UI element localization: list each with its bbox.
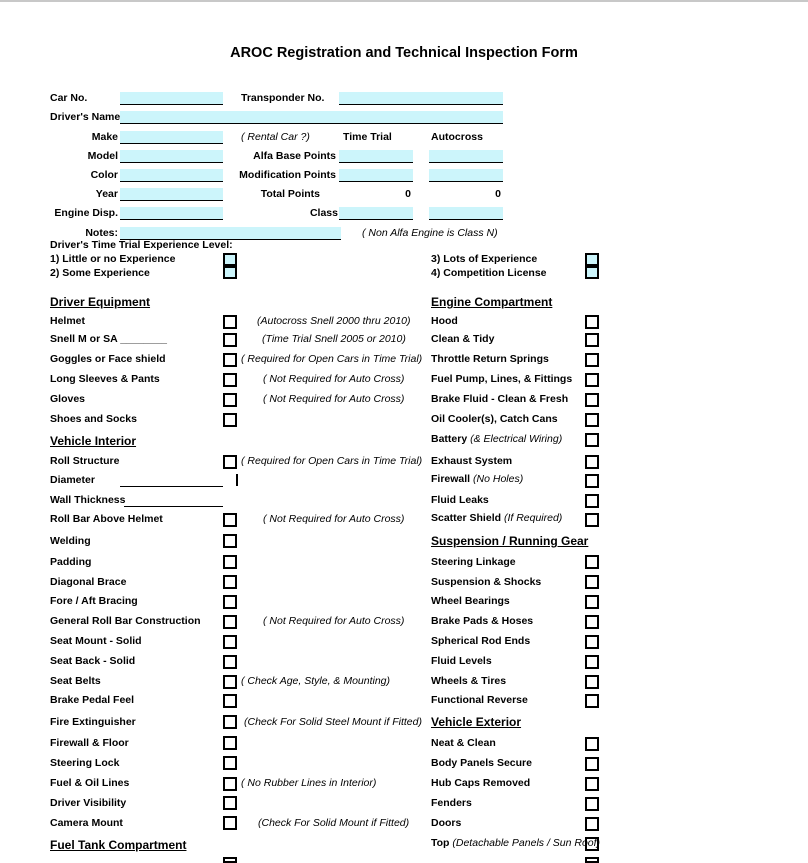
goggles-note: ( Required for Open Cars in Time Trial) <box>241 353 423 365</box>
pads-checkbox[interactable] <box>585 615 599 629</box>
neat-label: Neat & Clean <box>431 737 496 749</box>
welding-checkbox[interactable] <box>223 534 237 548</box>
roll-bar-above-checkbox[interactable] <box>223 513 237 527</box>
steering-linkage-checkbox[interactable] <box>585 555 599 569</box>
panels-label: Body Panels Secure <box>431 757 532 769</box>
reverse-label: Functional Reverse <box>431 694 528 706</box>
gloves-note: ( Not Required for Auto Cross) <box>263 393 405 405</box>
fire-ext-label: Fire Extinguisher <box>50 716 136 728</box>
oil-cooler-checkbox[interactable] <box>585 413 599 427</box>
experience-level-2-checkbox[interactable] <box>223 266 237 279</box>
total-time-trial-value: 0 <box>405 188 411 200</box>
reverse-checkbox[interactable] <box>585 694 599 708</box>
padding-checkbox[interactable] <box>223 555 237 569</box>
roll-structure-checkbox[interactable] <box>223 455 237 469</box>
roll-structure-note: ( Required for Open Cars in Time Trial) <box>241 455 423 467</box>
page-top-border <box>0 0 808 2</box>
year-label: Year <box>95 188 118 200</box>
fuel-tank-header: Fuel Tank Compartment <box>50 838 187 852</box>
visibility-label: Driver Visibility <box>50 797 127 809</box>
clean-checkbox[interactable] <box>585 333 599 347</box>
sleeves-checkbox[interactable] <box>223 373 237 387</box>
wall-thickness-field[interactable] <box>124 494 223 507</box>
snell-note: (Time Trial Snell 2005 or 2010) <box>262 333 406 345</box>
top-note: (Detachable Panels / Sun Roof) <box>452 837 601 849</box>
camera-note: (Check For Solid Mount if Fitted) <box>258 817 410 829</box>
firewall-text: Firewall <box>431 473 471 485</box>
general-roll-checkbox[interactable] <box>223 615 237 629</box>
class-label: Class <box>309 207 338 219</box>
fore-aft-label: Fore / Aft Bracing <box>50 595 138 607</box>
firewall-floor-label: Firewall & Floor <box>50 737 129 749</box>
general-roll-label: General Roll Bar Construction <box>50 615 201 627</box>
model-field[interactable] <box>120 150 223 163</box>
throttle-checkbox[interactable] <box>585 353 599 367</box>
exterior-next-checkbox[interactable] <box>585 857 599 863</box>
exterior-header: Vehicle Exterior <box>431 715 522 729</box>
bearings-label: Wheel Bearings <box>431 595 510 607</box>
hub-caps-checkbox[interactable] <box>585 777 599 791</box>
goggles-checkbox[interactable] <box>223 353 237 367</box>
firewall-label <box>431 473 523 486</box>
welding-label: Welding <box>50 535 91 547</box>
fluid-leaks-checkbox[interactable] <box>585 494 599 508</box>
brake-fluid-checkbox[interactable] <box>585 393 599 407</box>
brake-fluid-label: Brake Fluid - Clean & Fresh <box>431 393 569 405</box>
hood-checkbox[interactable] <box>585 315 599 329</box>
total-autocross-value: 0 <box>495 188 501 200</box>
experience-level-1: 1) Little or no Experience <box>50 253 176 265</box>
experience-level-4-checkbox[interactable] <box>585 266 599 279</box>
battery-note: (& Electrical Wiring) <box>470 433 563 445</box>
diagonal-checkbox[interactable] <box>223 575 237 589</box>
experience-level-4: 4) Competition License <box>431 267 547 279</box>
experience-label: Driver's Time Trial Experience Level: <box>50 239 233 251</box>
transponder-field[interactable] <box>339 92 503 105</box>
model-label: Model <box>87 150 118 162</box>
year-field[interactable] <box>120 188 223 201</box>
rod-ends-checkbox[interactable] <box>585 635 599 649</box>
shoes-checkbox[interactable] <box>223 413 237 427</box>
alfa-base-autocross-field[interactable] <box>429 150 503 163</box>
top-label <box>431 837 600 850</box>
scatter-text: Scatter Shield <box>431 512 502 524</box>
hub-caps-label: Hub Caps Removed <box>431 777 531 789</box>
form-title: AROC Registration and Technical Inspection Form <box>230 45 578 61</box>
engine-disp-field[interactable] <box>120 207 223 220</box>
wall-thickness-label: Wall Thickness <box>50 494 126 506</box>
time-trial-heading: Time Trial <box>343 131 392 143</box>
battery-label <box>431 433 562 446</box>
exhaust-checkbox[interactable] <box>585 455 599 469</box>
exhaust-label: Exhaust System <box>431 455 513 467</box>
firewall-checkbox[interactable] <box>585 474 599 488</box>
visibility-checkbox[interactable] <box>223 796 237 810</box>
fire-ext-note: (Check For Solid Steel Mount if Fitted) <box>244 716 422 728</box>
doors-checkbox[interactable] <box>585 817 599 831</box>
bearings-checkbox[interactable] <box>585 595 599 609</box>
camera-label: Camera Mount <box>50 817 123 829</box>
scatter-checkbox[interactable] <box>585 513 599 527</box>
car-no-label: Car No. <box>50 92 88 104</box>
experience-level-3-checkbox[interactable] <box>585 253 599 266</box>
throttle-label: Throttle Return Springs <box>431 353 549 365</box>
panels-checkbox[interactable] <box>585 757 599 771</box>
scatter-note: (If Required) <box>503 512 563 524</box>
driver-equipment-header: Driver Equipment <box>50 295 151 309</box>
fenders-checkbox[interactable] <box>585 797 599 811</box>
alfa-base-points-label: Alfa Base Points <box>253 150 336 162</box>
brake-pedal-checkbox[interactable] <box>223 694 237 708</box>
seat-belts-note: ( Check Age, Style, & Mounting) <box>241 675 391 687</box>
roll-bar-above-note: ( Not Required for Auto Cross) <box>263 513 405 525</box>
suspension-header: Suspension / Running Gear <box>431 534 589 548</box>
fuel-tank-checkbox[interactable] <box>223 857 237 863</box>
seat-mount-checkbox[interactable] <box>223 635 237 649</box>
drivers-name-field[interactable] <box>120 111 503 124</box>
seat-belts-checkbox[interactable] <box>223 675 237 689</box>
top-text: Top <box>431 837 450 849</box>
steering-lock-label: Steering Lock <box>50 757 120 769</box>
fuel-oil-checkbox[interactable] <box>223 777 237 791</box>
notes-label: Notes: <box>85 227 118 239</box>
firewall-note: (No Holes) <box>473 473 524 485</box>
brake-pedal-label: Brake Pedal Feel <box>50 694 135 706</box>
seat-belts-label: Seat Belts <box>50 675 101 687</box>
oil-cooler-label: Oil Cooler(s), Catch Cans <box>431 413 558 425</box>
pads-label: Brake Pads & Hoses <box>431 615 534 627</box>
camera-checkbox[interactable] <box>223 816 237 830</box>
fuel-oil-note: ( No Rubber Lines in Interior) <box>241 777 377 789</box>
modification-points-label: Modification Points <box>239 169 336 181</box>
steering-lock-checkbox[interactable] <box>223 756 237 770</box>
gloves-checkbox[interactable] <box>223 393 237 407</box>
fore-aft-checkbox[interactable] <box>223 595 237 609</box>
snell-checkbox[interactable] <box>223 333 237 347</box>
mod-time-trial-field[interactable] <box>339 169 413 182</box>
seat-back-checkbox[interactable] <box>223 655 237 669</box>
battery-text: Battery <box>431 433 468 445</box>
diameter-marker <box>236 474 238 486</box>
non-alfa-note: ( Non Alfa Engine is Class N) <box>362 227 498 239</box>
helmet-note: (Autocross Snell 2000 thru 2010) <box>257 315 411 327</box>
shocks-label: Suspension & Shocks <box>431 576 542 588</box>
helmet-label: Helmet <box>50 315 86 327</box>
steering-linkage-label: Steering Linkage <box>431 556 516 568</box>
shoes-label: Shoes and Socks <box>50 413 137 425</box>
clean-label: Clean & Tidy <box>431 333 495 345</box>
total-points-label: Total Points <box>260 188 320 200</box>
helmet-checkbox[interactable] <box>223 315 237 329</box>
seat-mount-label: Seat Mount - Solid <box>50 635 142 647</box>
roll-bar-above-label: Roll Bar Above Helmet <box>50 513 163 525</box>
wheels-label: Wheels & Tires <box>431 675 507 687</box>
diagonal-label: Diagonal Brace <box>50 576 127 588</box>
fenders-label: Fenders <box>431 797 472 809</box>
make-label: Make <box>91 131 118 143</box>
diameter-label: Diameter <box>50 474 95 486</box>
fire-ext-checkbox[interactable] <box>223 715 237 729</box>
engine-header: Engine Compartment <box>431 295 553 309</box>
fluid-leaks-label: Fluid Leaks <box>431 494 489 506</box>
neat-checkbox[interactable] <box>585 737 599 751</box>
car-no-field[interactable] <box>120 92 223 105</box>
make-field[interactable] <box>120 131 223 144</box>
color-label: Color <box>90 169 118 181</box>
fuel-pump-label: Fuel Pump, Lines, & Fittings <box>431 373 573 385</box>
hood-label: Hood <box>431 315 458 327</box>
rod-ends-label: Spherical Rod Ends <box>431 635 531 647</box>
doors-label: Doors <box>431 817 462 829</box>
fuel-oil-label: Fuel & Oil Lines <box>50 777 130 789</box>
engine-disp-label: Engine Disp. <box>54 207 118 219</box>
gloves-label: Gloves <box>50 393 86 405</box>
alfa-base-time-trial-field[interactable] <box>339 150 413 163</box>
diameter-field[interactable] <box>120 474 223 487</box>
shocks-checkbox[interactable] <box>585 575 599 589</box>
roll-structure-label: Roll Structure <box>50 455 120 467</box>
general-roll-note: ( Not Required for Auto Cross) <box>263 615 405 627</box>
sleeves-note: ( Not Required for Auto Cross) <box>263 373 405 385</box>
color-field[interactable] <box>120 169 223 182</box>
transponder-label: Transponder No. <box>241 92 325 104</box>
fluid-levels-label: Fluid Levels <box>431 655 492 667</box>
autocross-heading: Autocross <box>431 131 483 143</box>
firewall-floor-checkbox[interactable] <box>223 736 237 750</box>
mod-autocross-field[interactable] <box>429 169 503 182</box>
experience-level-2: 2) Some Experience <box>50 267 150 279</box>
vehicle-interior-header: Vehicle Interior <box>50 434 137 448</box>
drivers-name-label: Driver's Name <box>50 111 121 123</box>
rental-car-note: ( Rental Car ?) <box>241 131 310 143</box>
padding-label: Padding <box>50 556 92 568</box>
scatter-label <box>431 512 562 525</box>
goggles-label: Goggles or Face shield <box>50 353 166 365</box>
sleeves-label: Long Sleeves & Pants <box>50 373 160 385</box>
fuel-pump-checkbox[interactable] <box>585 373 599 387</box>
wheels-checkbox[interactable] <box>585 675 599 689</box>
experience-level-3: 3) Lots of Experience <box>431 253 538 265</box>
class-autocross-field[interactable] <box>429 207 503 220</box>
battery-checkbox[interactable] <box>585 433 599 447</box>
snell-label: Snell M or SA ________ <box>50 333 167 345</box>
seat-back-label: Seat Back - Solid <box>50 655 136 667</box>
class-time-trial-field[interactable] <box>339 207 413 220</box>
fluid-levels-checkbox[interactable] <box>585 655 599 669</box>
experience-level-1-checkbox[interactable] <box>223 253 237 266</box>
